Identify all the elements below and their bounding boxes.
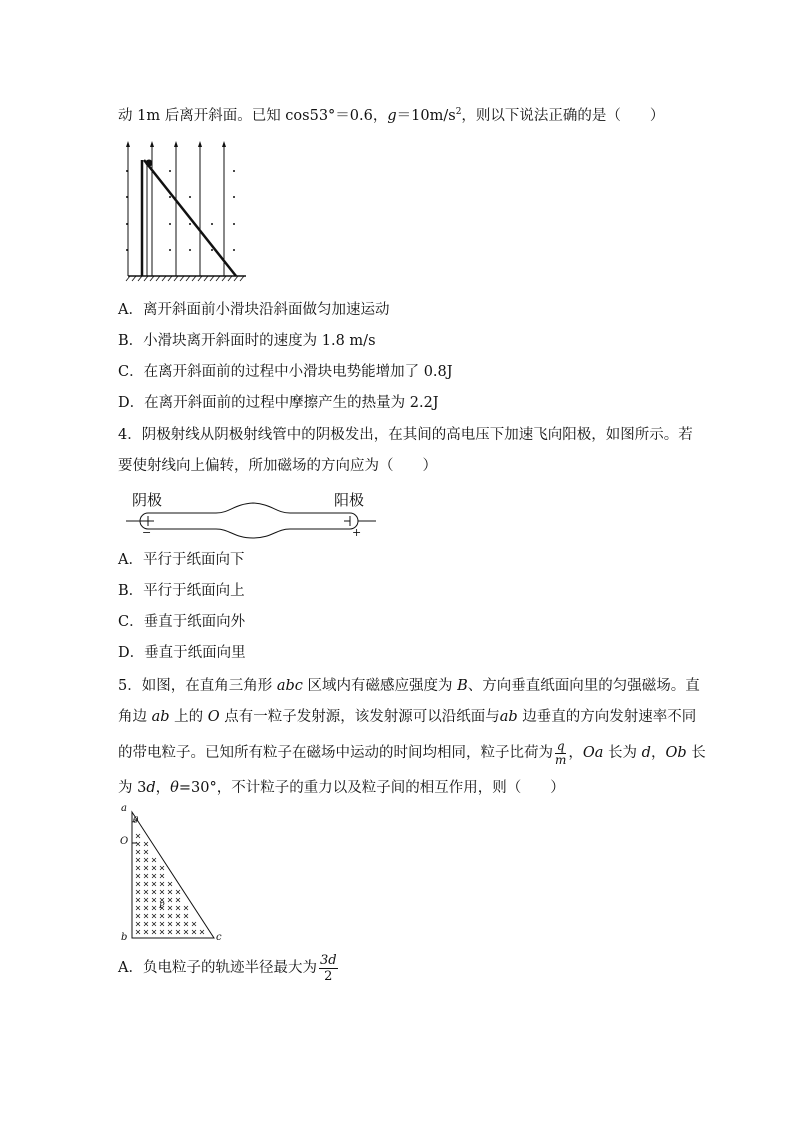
q5-frac-den: m <box>555 752 567 767</box>
q3-figure-incline <box>118 138 258 283</box>
q5-var-theta: θ <box>170 780 179 796</box>
q4-cathode-label: 阴极 <box>132 491 163 509</box>
q3-stem-g: g <box>387 107 397 124</box>
q3-stem-text-b: ＝10m/s <box>396 107 456 124</box>
q3-option-d[interactable]: D．在离开斜面前的过程中摩擦产生的热量为 2.2J <box>118 395 439 411</box>
q5-text: 区域内有磁感应强度为 <box>302 678 458 694</box>
q3-stem-sup: 2 <box>455 107 462 117</box>
q5-triangle-drawing <box>118 806 228 946</box>
q5-stem-line3 <box>118 738 706 768</box>
q5-ratio-fraction <box>555 740 566 767</box>
q4-stem-line2: 要使射线向上偏转，所加磁场的方向应为（ ） <box>118 458 437 474</box>
q4-figure-tube <box>118 488 380 540</box>
q5-text: ， <box>650 745 666 761</box>
q5-text: 、方向垂直纸面向里的匀强磁场。直 <box>467 678 700 694</box>
q5-label-P: P <box>159 901 165 910</box>
q5-option-a-num: 3d <box>319 952 337 968</box>
q4-option-b[interactable]: B．平行于纸面向上 <box>118 583 245 599</box>
q4-minus-sign: − <box>142 526 152 539</box>
q5-option-a-den: 2 <box>324 968 333 984</box>
q3-stem-text-c: ，则以下说法正确的是（ ） <box>461 107 665 124</box>
q5-text: 的带电粒子。已知所有粒子在磁场中运动的时间均相同，粒子比荷为 <box>118 745 553 761</box>
q5-text: 为 3 <box>118 780 147 796</box>
q3-option-b[interactable]: B．小滑块离开斜面时的速度为 1.8 m/s <box>118 333 376 349</box>
q5-text: 边垂直的方向发射速率不同 <box>517 709 697 725</box>
q3-option-a[interactable]: A．离开斜面前小滑块沿斜面做匀加速运动 <box>118 302 390 318</box>
q3-stem-text-a: 动 1m 后离开斜面。已知 cos53°＝0.6， <box>118 107 388 124</box>
q4-option-a[interactable]: A．平行于纸面向下 <box>118 552 245 568</box>
q4-plus-sign: + <box>352 526 362 539</box>
q5-text: 长 <box>686 745 706 761</box>
q5-label-theta: θ <box>133 816 139 826</box>
q5-label-a: a <box>121 803 127 814</box>
q5-var-O: O <box>207 709 220 725</box>
q5-stem-line1 <box>118 676 700 696</box>
q5-var-ab: ab <box>499 709 518 725</box>
q5-var-ab: ab <box>151 709 170 725</box>
q5-text: 上的 <box>169 709 208 725</box>
q5-frac-num: q <box>556 738 565 753</box>
q5-figure-triangle <box>118 803 228 946</box>
q5-option-a[interactable] <box>118 952 340 984</box>
q5-text: 长为 <box>603 745 642 761</box>
q5-var-d: d <box>641 745 651 761</box>
q5-stem-line4 <box>118 778 565 798</box>
q3-stem <box>118 102 664 126</box>
q5-stem-line2 <box>118 707 696 727</box>
q5-var-d: d <box>146 780 156 796</box>
q5-var-B: B <box>457 678 468 694</box>
q5-label-O: O <box>120 836 129 847</box>
q3-option-c[interactable]: C．在离开斜面前的过程中小滑块电势能增加了 0.8J <box>118 364 453 380</box>
q5-text: 角边 <box>118 709 152 725</box>
q5-text: ， <box>155 780 171 796</box>
q4-option-d[interactable]: D．垂直于纸面向里 <box>118 645 246 661</box>
q4-anode-label: 阳极 <box>334 491 365 509</box>
q5-text: 5．如图，在直角三角形 <box>118 678 277 694</box>
q5-option-a-fraction <box>319 953 338 984</box>
q5-var-abc: abc <box>276 678 303 694</box>
q5-text: 点有一粒子发射源，该发射源可以沿纸面与 <box>219 709 500 725</box>
q5-text: =30°，不计粒子的重力以及粒子间的相互作用，则（ ） <box>178 780 565 796</box>
q5-label-b: b <box>121 932 128 943</box>
q5-var-Oa: Oa <box>582 745 604 761</box>
q5-var-Ob: Ob <box>665 745 687 761</box>
q4-stem-line1: 4．阴极射线从阴极射线管中的阴极发出，在其间的高电压下加速飞向阳极，如图所示。若 <box>118 427 693 443</box>
q4-option-c[interactable]: C．垂直于纸面向外 <box>118 614 246 630</box>
q5-label-c: c <box>216 932 222 943</box>
q5-option-a-text: A．负电粒子的轨迹半径最大为 <box>118 960 317 976</box>
q5-text: ， <box>568 745 583 761</box>
